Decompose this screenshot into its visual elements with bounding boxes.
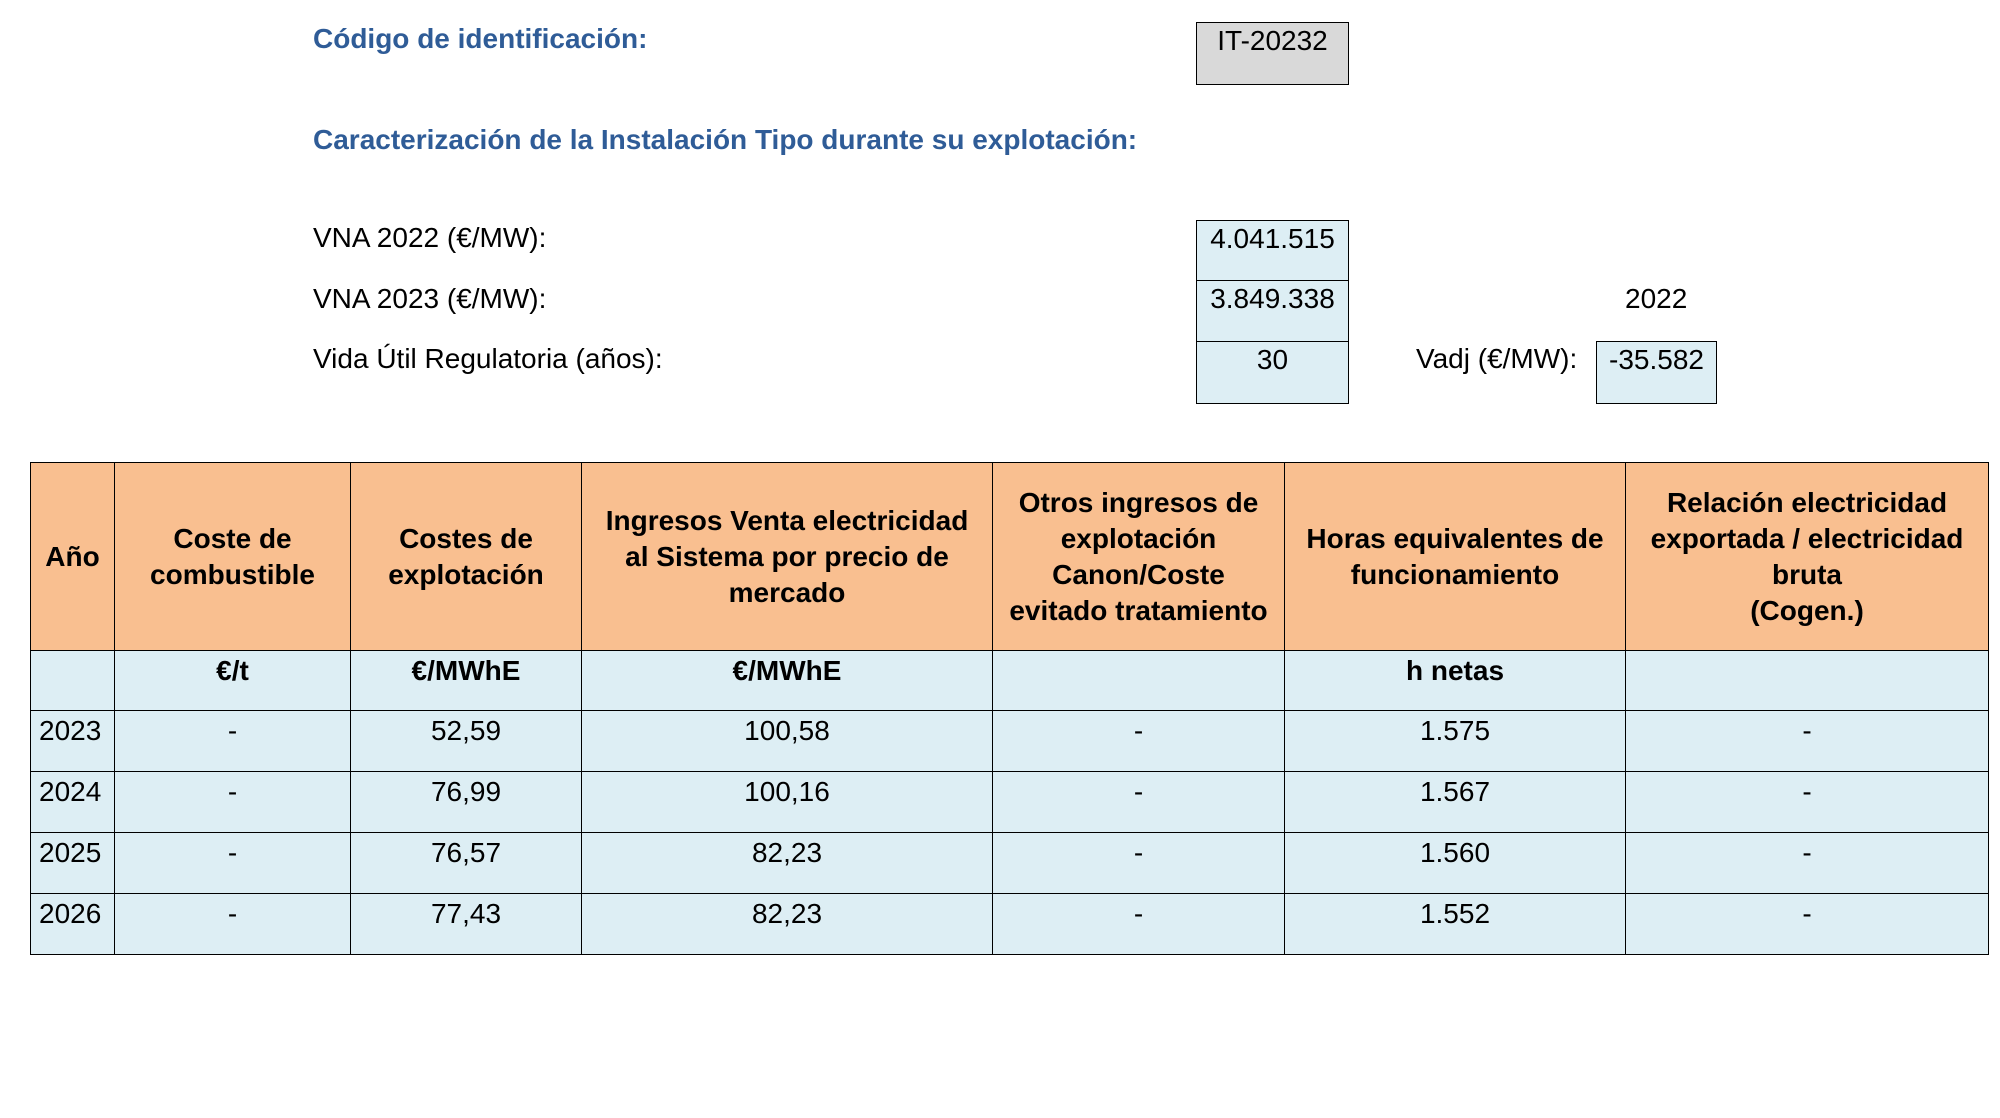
col-header-ingresos-venta: Ingresos Venta electricidad al Sistema por precio de mercado [582, 463, 993, 651]
table-cell: - [993, 711, 1285, 772]
year-cell: 2023 [31, 711, 115, 772]
table-cell: 76,99 [351, 772, 582, 833]
table-cell: - [993, 894, 1285, 955]
col-header-costes-explotacion: Costes de explotación [351, 463, 582, 651]
table-cell: 1.575 [1285, 711, 1626, 772]
table-cell: 77,43 [351, 894, 582, 955]
vna-2023-label: VNA 2023 (€/MW): [313, 283, 547, 314]
table-cell: - [993, 772, 1285, 833]
table-cell: 1.567 [1285, 772, 1626, 833]
year-cell: 2026 [31, 894, 115, 955]
vadj-label: Vadj (€/MW): [1416, 343, 1578, 374]
section-title: Caracterización de la Instalación Tipo durante su explotación: [313, 124, 1138, 155]
units-row [31, 651, 1989, 711]
unit-cell: h netas [1285, 651, 1626, 711]
unit-cell [993, 651, 1285, 711]
table-row [31, 772, 1989, 833]
col-header-relacion-electricidad: Relación electricidad exportada / electricidad bruta (Cogen.) [1626, 463, 1989, 651]
table-cell: - [115, 772, 351, 833]
table-cell: - [993, 833, 1285, 894]
table-cell: - [1626, 894, 1989, 955]
table-row [31, 833, 1989, 894]
reference-year: 2022 [1625, 283, 1688, 314]
code-label: Código de identificación: [313, 23, 648, 54]
col-header-ano: Año [31, 463, 115, 651]
table-row [31, 894, 1989, 955]
table-cell: 1.560 [1285, 833, 1626, 894]
vadj-value: -35.582 [1596, 341, 1717, 404]
table-cell: 76,57 [351, 833, 582, 894]
unit-cell [31, 651, 115, 711]
code-value-box: IT-20232 [1196, 22, 1349, 85]
col-header-otros-ingresos: Otros ingresos de explotación Canon/Coste evitado tratamiento [993, 463, 1285, 651]
vida-util-value: 30 [1196, 341, 1349, 404]
header-row [31, 463, 1989, 651]
col-header-horas-equivalentes: Horas equivalentes de funcionamiento [1285, 463, 1626, 651]
vna-2022-label: VNA 2022 (€/MW): [313, 222, 547, 253]
table-cell: 82,23 [582, 833, 993, 894]
year-cell: 2024 [31, 772, 115, 833]
year-cell: 2025 [31, 833, 115, 894]
table-cell: - [1626, 833, 1989, 894]
vna-2023-value: 3.849.338 [1196, 280, 1349, 343]
table-cell: - [1626, 772, 1989, 833]
unit-cell: €/MWhE [582, 651, 993, 711]
unit-cell [1626, 651, 1989, 711]
table-cell: 1.552 [1285, 894, 1626, 955]
table-row [31, 711, 1989, 772]
vida-util-label: Vida Útil Regulatoria (años): [313, 343, 663, 374]
table-cell: 100,16 [582, 772, 993, 833]
table-cell: - [115, 833, 351, 894]
table-cell: - [1626, 711, 1989, 772]
table-cell: - [115, 894, 351, 955]
table-cell: 82,23 [582, 894, 993, 955]
explotacion-table [30, 462, 1989, 955]
unit-cell: €/MWhE [351, 651, 582, 711]
table-cell: - [115, 711, 351, 772]
col-header-coste-combustible: Coste de combustible [115, 463, 351, 651]
table-cell: 52,59 [351, 711, 582, 772]
vna-2022-value: 4.041.515 [1196, 220, 1349, 282]
table-cell: 100,58 [582, 711, 993, 772]
unit-cell: €/t [115, 651, 351, 711]
